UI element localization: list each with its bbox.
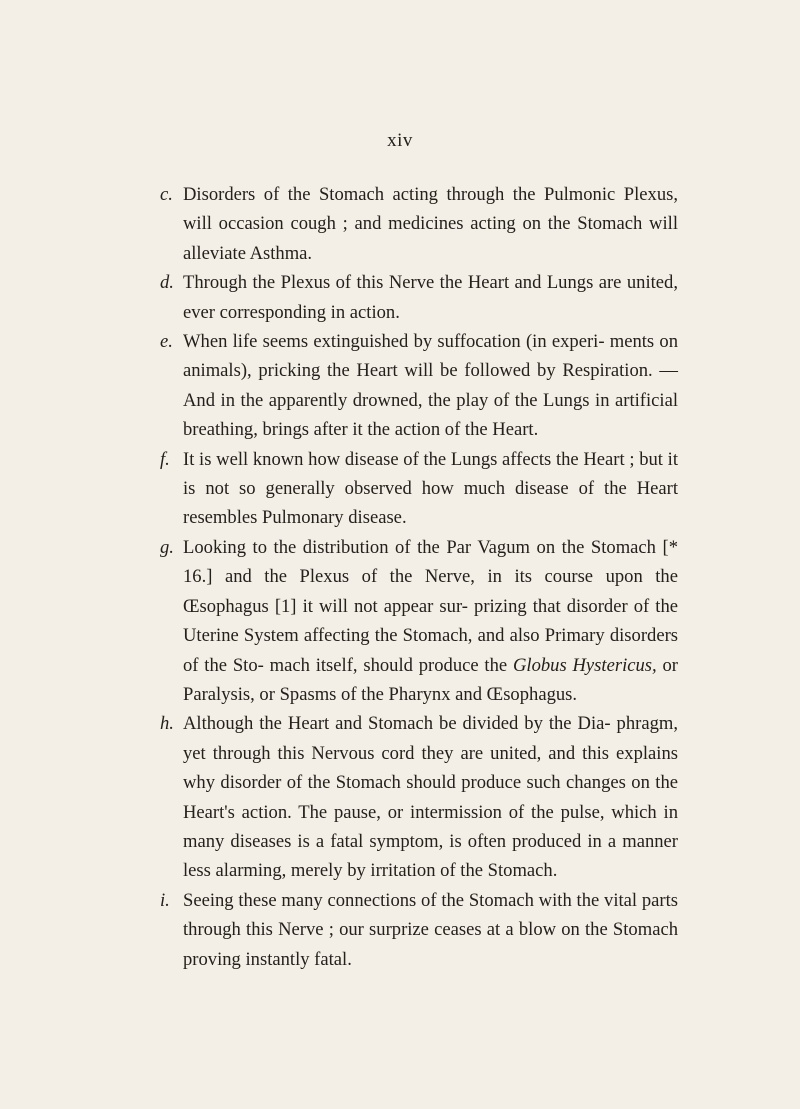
paragraph-text: When life seems extinguished by suffocation (in experi- ments on animals), pricking the Heart will be followed by Respiration. — And in the apparently drowned, the play of the Lungs in artificial breathing, brings after it the action of the Heart. xyxy=(183,331,678,441)
paragraph-text-before: Looking to the distribution of the Par Vagum on the Stomach [* 16.] and the Plexus of the Nerve, in its course upon the Œsophagus [1] it will not appear sur- prizing that disorder of the Uterine System affecting the Stomach, and also Primary disorders of the Sto- mach itself, should produce the xyxy=(183,536,678,676)
paragraph-text: Disorders of the Stomach acting through the Pulmonic Plexus, will occasion cough ; and medicines acting on the Stomach will alleviate Asthma. xyxy=(183,184,678,264)
paragraph-d xyxy=(160,268,678,327)
paragraph-text: Although the Heart and Stomach be divided by the Dia- phragm, yet through this Nervous cord they are united, and this explains why disorder of the Stomach should produce such changes on the Heart's action. The pause, or intermission of the pulse, which in many diseases is a fatal symptom, is often produced in a manner less alarming, merely by irritation of the Stomach. xyxy=(183,713,678,882)
paragraph-i xyxy=(160,886,678,974)
paragraph-text-after: or Paralysis, or Spasms of the Pharynx and Œsophagus. xyxy=(183,654,678,705)
page-number: xiv xyxy=(387,130,413,151)
paragraph-g xyxy=(160,533,678,709)
italic-term: Globus Hystericus, xyxy=(512,654,657,676)
paragraph-letter: i. xyxy=(160,889,170,911)
page-body xyxy=(160,180,678,974)
paragraph-letter: f. xyxy=(160,448,170,470)
paragraph-e xyxy=(160,327,678,445)
paragraph-text: Seeing these many connections of the Stomach with the vital parts through this Nerve ; our surprize ceases at a blow on the Stomach proving instantly fatal. xyxy=(183,889,678,970)
paragraph-text xyxy=(183,533,678,709)
paragraph-c xyxy=(160,180,678,268)
paragraph-letter: g. xyxy=(160,536,174,558)
paragraph-f xyxy=(160,445,678,533)
paragraph-text: Through the Plexus of this Nerve the Heart and Lungs are united, ever corresponding in action. xyxy=(183,272,678,323)
paragraph-letter: c. xyxy=(160,184,173,205)
paragraph-text: It is well known how disease of the Lungs affects the Heart ; but it is not so generally observed how much disease of the Heart resembles Pulmonary disease. xyxy=(183,448,678,529)
paragraph-h xyxy=(160,709,678,885)
paragraph-letter: h. xyxy=(160,713,174,735)
paragraph-letter: d. xyxy=(160,272,174,294)
paragraph-letter: e. xyxy=(160,331,173,353)
